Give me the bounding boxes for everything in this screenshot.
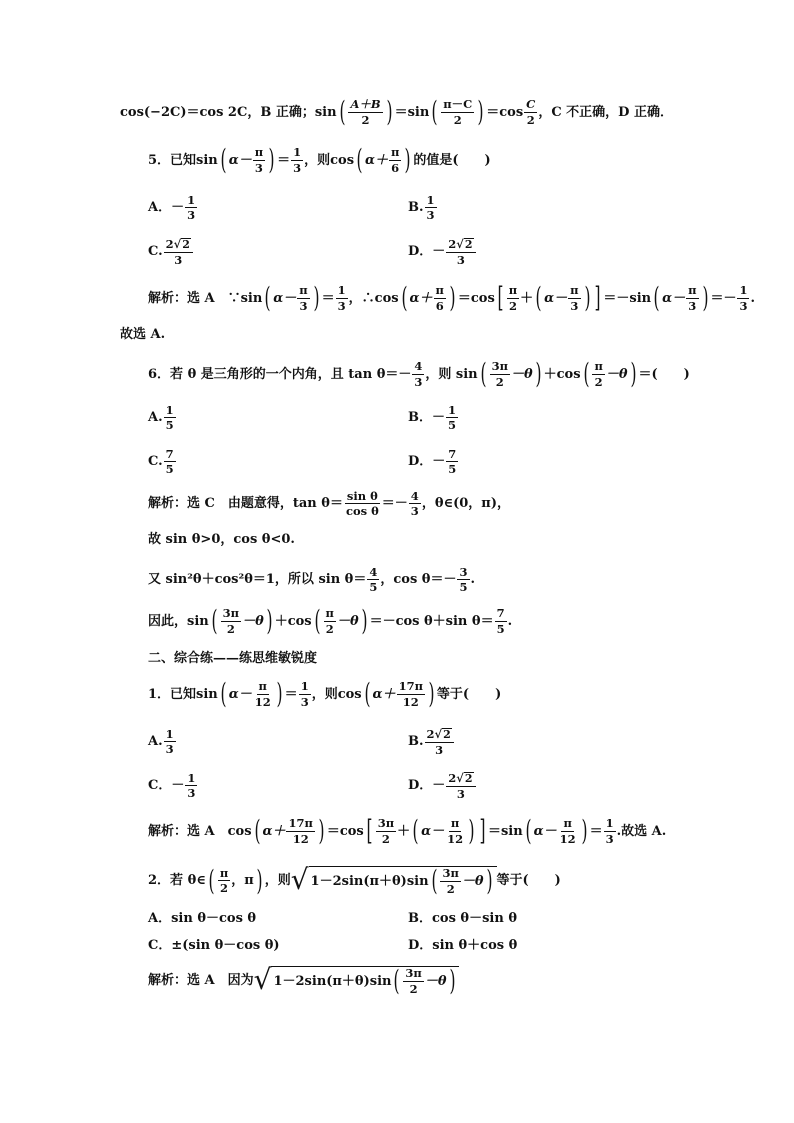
question-5: 5．已知sin ( α－ $\frac{\pi}{3}$ ) ＝ $\frac{1}{3}$ ，则cos ( α＋ $\frac{\pi}{6}$ ) 的值是( ): [148, 143, 491, 176]
option-d: D．sin θ＋cos θ: [408, 938, 518, 953]
solution-6-line3: 又 sin²θ＋cos²θ＝1，所以 sin θ＝ $\frac{4}{5}$ ，cos θ＝－ $\frac{3}{5}$ .: [148, 565, 476, 595]
solution-6: 解析：选 C 由题意得，tan θ＝ $\frac{\text{sin θ}}{\text{cos θ}}$ ＝－ $\frac{4}{3}$ ，θ∈(0，π)，: [148, 489, 510, 519]
option-d: D．－ $\frac{7}{5}$: [408, 447, 457, 477]
option-c: C．－ $\frac{1}{3}$: [148, 771, 196, 801]
option-d: D．－ 2 √ 2 3: [408, 772, 477, 800]
solution-2: 解析：选 A 因为 √ 1－2sin(π＋θ)sin ( $\frac{3\pi}{2}$ －θ ): [148, 966, 459, 995]
solution-1: 解析：选 A cos ( α＋ $\frac{17\pi}{12}$ ) ＝cos [ $\frac{3\pi}{2}$ ＋ ( α－ $\frac{\pi}{12}$ ) ] ＝sin ( α－ $\frac{\pi}{12}$ ) ＝ $\frac{1}{3}$ .故选 A.: [148, 814, 667, 847]
option-d: D．－ 2 √ 2 3: [408, 238, 477, 266]
option-c: C. $\frac{7}{5}$: [148, 447, 174, 477]
text: cos(−2C)＝cos 2C，B 正确；sin: [120, 104, 337, 120]
section-heading: 二、综合练——练思维敏锐度: [148, 651, 318, 666]
solution-5: 解析：选 A ∵sin ( α－ $\frac{\pi}{3}$ ) ＝ $\frac{1}{3}$ ，∴cos ( α＋ $\frac{\pi}{6}$ ) ＝cos [ $\frac{\pi}{2}$ ＋ ( α－ $\frac{\pi}{3}$ ) ] ＝－sin ( α－ $\frac{\pi}{3}$ ) ＝－ $\frac{1}{3}$ .: [148, 281, 756, 314]
option-b: B. $\frac{1}{3}$: [408, 193, 435, 223]
option-c: C．±(sin θ－cos θ): [148, 938, 280, 953]
question-2: 2．若 θ∈ ( $\frac{\pi}{2}$ ，π ) ，则 √ 1－2sin(π＋θ)sin ( $\frac{3\pi}{2}$ －θ ) 等于( ): [148, 863, 561, 897]
option-a: A．sin θ－cos θ: [148, 911, 257, 926]
option-a: A. $\frac{1}{3}$: [148, 727, 174, 757]
option-c: C. 2 √ 2 3: [148, 238, 194, 266]
option-b: B．cos θ－sin θ: [408, 911, 517, 926]
option-b: B. 2 √ 2 3: [408, 728, 455, 756]
solution-6-line2: 故 sin θ>0，cos θ<0.: [148, 532, 295, 547]
option-a: A. $\frac{1}{5}$: [148, 403, 174, 433]
question-1: 1．已知sin ( α－ $\frac{\pi}{12}$ ) ＝ $\frac{1}{3}$ ，则cos ( α＋ $\frac{17\pi}{12}$ ) 等于( ): [148, 677, 502, 710]
option-b: B．－ $\frac{1}{5}$: [408, 403, 457, 433]
option-a: A．－ $\frac{1}{3}$: [148, 193, 196, 223]
solution-line-prev: cos(−2C)＝cos 2C，B 正确；sin ( $\frac{A+B}{2}$ ) ＝sin ( $\frac{\pi-C}{2}$ ) ＝cos $\frac{C}{2}$ ，C 不正确，D 正确．: [120, 95, 673, 128]
solution-5-end: 故选 A.: [120, 327, 166, 342]
solution-6-line4: 因此，sin ( $\frac{3\pi}{2}$ －θ ) ＋cos ( $\frac{\pi}{2}$ －θ ) ＝－cos θ＋sin θ＝ $\frac{7}{5}$ .: [148, 604, 513, 637]
question-6: 6．若 θ 是三角形的一个内角，且 tan θ＝－ $\frac{4}{3}$ ，则 sin ( $\frac{3\pi}{2}$ －θ ) ＋cos ( $\frac{\pi}{2}$ －θ ) ＝( ): [148, 357, 690, 390]
